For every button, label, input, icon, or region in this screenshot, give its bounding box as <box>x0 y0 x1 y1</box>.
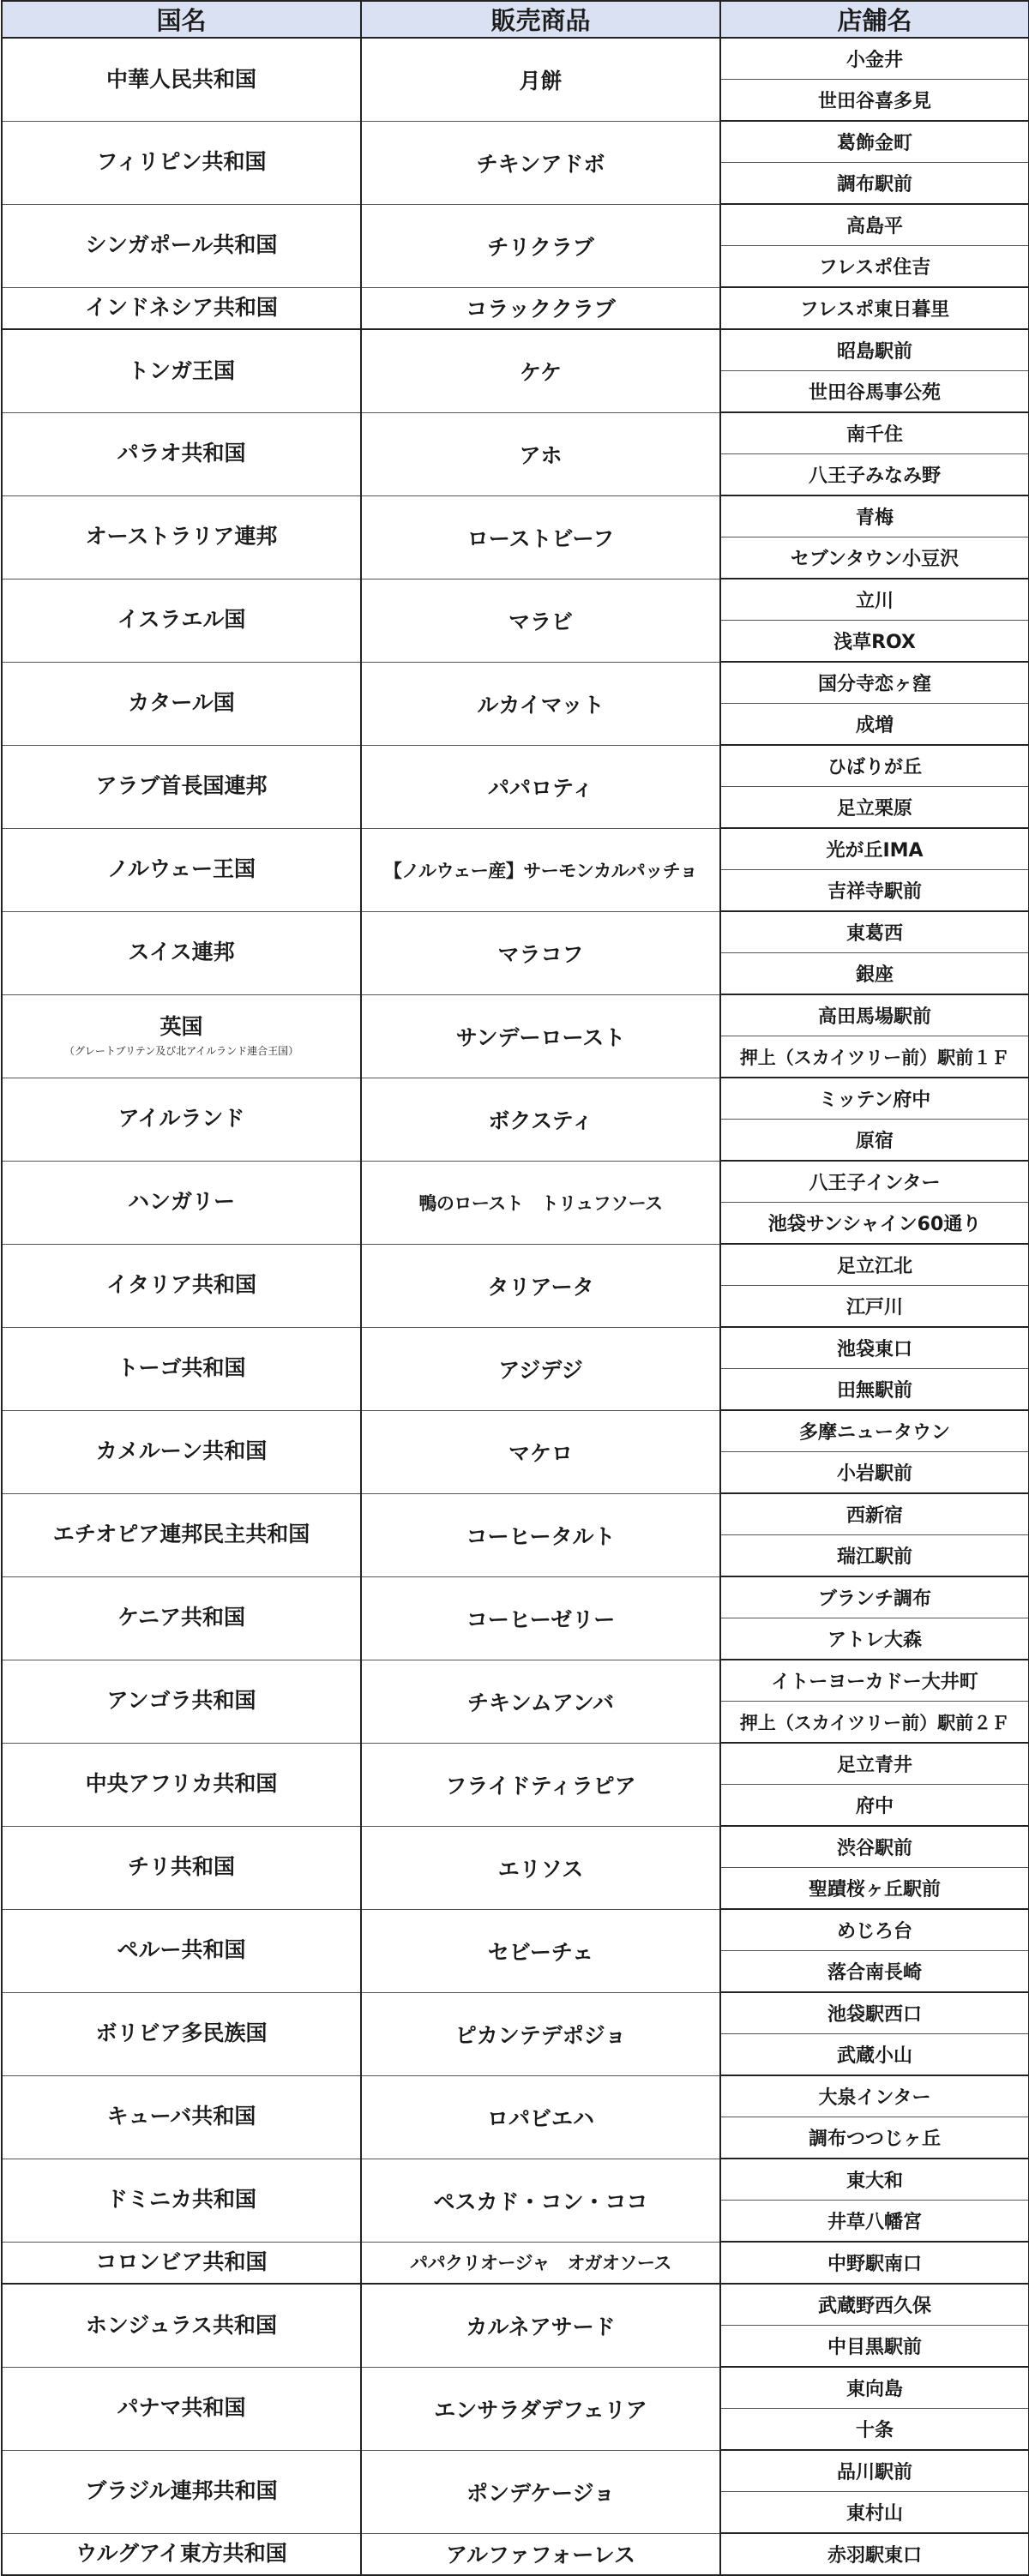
product-cell: パパロティ <box>361 745 720 828</box>
country-cell <box>2 329 361 412</box>
store-cell: 池袋駅西口 <box>720 1992 1029 2034</box>
country-name: ブラジル連邦共和国 <box>85 2478 278 2504</box>
country-name: ケニア共和国 <box>117 1605 245 1630</box>
country-cell <box>2 204 361 287</box>
store-cell: 国分寺恋ヶ窪 <box>720 662 1029 704</box>
table-row <box>2 1244 1029 1286</box>
product-cell: セビーチェ <box>361 1909 720 1992</box>
store-cell: 押上（スカイツリー前）駅前１Ｆ <box>720 1036 1029 1078</box>
country-name: ペルー共和国 <box>117 1937 246 1963</box>
store-cell: 立川 <box>720 579 1029 621</box>
country-name: ドミニカ共和国 <box>105 2187 256 2213</box>
country-name: エチオピア連邦民主共和国 <box>52 1522 310 1547</box>
product-cell: アルファフォーレス <box>361 2533 720 2575</box>
store-cell: 成増 <box>720 704 1029 746</box>
product-cell: コーヒーゼリー <box>361 1576 720 1660</box>
country-cell <box>2 1992 361 2075</box>
country-name: コロンビア共和国 <box>95 2249 268 2274</box>
store-cell: 青梅 <box>720 495 1029 537</box>
store-cell: ひばりが丘 <box>720 745 1029 787</box>
store-cell: 聖蹟桜ヶ丘駅前 <box>720 1868 1029 1910</box>
store-cell: 落合南長崎 <box>720 1951 1029 1993</box>
table-row <box>2 1576 1029 1618</box>
store-cell: 世田谷馬事公苑 <box>720 371 1029 413</box>
store-cell: 東村山 <box>720 2492 1029 2534</box>
table-row <box>2 2284 1029 2326</box>
table-row <box>2 38 1029 80</box>
country-cell <box>2 2533 361 2575</box>
table-row <box>2 2242 1029 2284</box>
table-row <box>2 1826 1029 1868</box>
product-cell: ポンデケージョ <box>361 2450 720 2533</box>
table-row <box>2 1493 1029 1535</box>
country-cell <box>2 2450 361 2533</box>
country-name: イスラエル国 <box>117 607 246 633</box>
product-cell: マラビ <box>361 579 720 662</box>
table-row <box>2 911 1029 953</box>
country-name: ウルグアイ東方共和国 <box>75 2541 287 2566</box>
country-cell <box>2 579 361 662</box>
country-name: 中央アフリカ共和国 <box>85 1771 278 1797</box>
product-cell: チキンアドボ <box>361 121 720 204</box>
product-cell: チリクラブ <box>361 204 720 287</box>
store-cell: 品川駅前 <box>720 2450 1029 2492</box>
country-cell <box>2 2367 361 2450</box>
header-store: 店舗名 <box>720 1 1029 38</box>
table-row <box>2 287 1029 329</box>
store-cell: ブランチ調布 <box>720 1576 1029 1618</box>
country-cell <box>2 121 361 204</box>
store-cell: 井草八幡宮 <box>720 2201 1029 2243</box>
product-cell: サンデーロースト <box>361 994 720 1078</box>
country-name: チリ共和国 <box>127 1854 235 1880</box>
table-row <box>2 828 1029 870</box>
country-cell <box>2 38 361 121</box>
country-cell <box>2 1743 361 1826</box>
product-cell: ピカンテデポジョ <box>361 1992 720 2075</box>
country-cell <box>2 412 361 495</box>
table-row <box>2 1660 1029 1702</box>
table-row <box>2 1743 1029 1785</box>
country-cell <box>2 1161 361 1244</box>
country-cell <box>2 911 361 994</box>
table-row <box>2 994 1029 1036</box>
product-cell: タリアータ <box>361 1244 720 1327</box>
store-cell: 江戸川 <box>720 1286 1029 1328</box>
store-cell: 府中 <box>720 1785 1029 1827</box>
country-cell <box>2 828 361 911</box>
country-name: フィリピン共和国 <box>96 149 267 175</box>
country-name: シンガポール共和国 <box>85 232 278 258</box>
store-cell: 池袋サンシャイン60通り <box>720 1203 1029 1245</box>
country-cell <box>2 745 361 828</box>
product-cell: コラッククラブ <box>361 287 720 329</box>
product-cell: ボクスティ <box>361 1078 720 1161</box>
store-cell: 銀座 <box>720 953 1029 995</box>
country-name: パナマ共和国 <box>117 2395 246 2421</box>
store-cell: 大泉インター <box>720 2075 1029 2117</box>
country-name: キューバ共和国 <box>106 2104 256 2129</box>
country-name: ハンガリー <box>127 1189 235 1215</box>
table-row <box>2 1909 1029 1951</box>
country-cell <box>2 2242 361 2284</box>
store-cell: 小金井 <box>720 38 1029 80</box>
country-cell <box>2 287 361 329</box>
store-cell: 八王子みなみ野 <box>720 454 1029 496</box>
store-cell: 高島平 <box>720 204 1029 246</box>
store-cell: 十条 <box>720 2409 1029 2451</box>
store-cell: 田無駅前 <box>720 1369 1029 1411</box>
country-name: ボリビア多民族国 <box>95 2021 268 2046</box>
country-name: オーストラリア連邦 <box>85 524 278 549</box>
product-cell: マケロ <box>361 1410 720 1493</box>
table-row <box>2 745 1029 787</box>
store-cell: 多摩ニュータウン <box>720 1410 1029 1452</box>
store-cell: 調布つつじヶ丘 <box>720 2117 1029 2159</box>
table-row <box>2 1992 1029 2034</box>
table-row <box>2 412 1029 454</box>
country-name: アラブ首長国連邦 <box>95 773 268 799</box>
product-cell: コーヒータルト <box>361 1493 720 1576</box>
country-official-name: （グレートブリテン及び北アイルランド連合王国） <box>63 1044 299 1057</box>
store-cell: 中野駅南口 <box>720 2242 1029 2284</box>
country-name: 中華人民共和国 <box>105 66 256 92</box>
product-cell: パパクリオージャ オガオソース <box>361 2242 720 2284</box>
table-row <box>2 2533 1029 2575</box>
store-cell: ミッテン府中 <box>720 1078 1029 1120</box>
country-cell <box>2 1327 361 1410</box>
product-cell: 月餅 <box>361 38 720 121</box>
store-cell: 高田馬場駅前 <box>720 994 1029 1036</box>
header-row <box>2 1 1029 38</box>
country-cell <box>2 495 361 579</box>
table-row <box>2 2450 1029 2492</box>
table-body <box>2 38 1029 2575</box>
country-name: スイス連邦 <box>128 940 235 965</box>
country-name: トーゴ共和国 <box>117 1355 246 1381</box>
country-cell <box>2 662 361 745</box>
store-cell: 赤羽駅東口 <box>720 2533 1029 2575</box>
country-name: アンゴラ共和国 <box>106 1688 256 1714</box>
country-name: カタール国 <box>128 690 235 716</box>
store-cell: 西新宿 <box>720 1493 1029 1535</box>
table-row <box>2 1161 1029 1203</box>
country-name: ホンジュラス共和国 <box>85 2312 278 2338</box>
store-cell: 武蔵野西久保 <box>720 2284 1029 2326</box>
product-cell: ローストビーフ <box>361 495 720 579</box>
store-cell: 足立栗原 <box>720 787 1029 829</box>
country-name: パラオ共和国 <box>117 441 246 466</box>
store-cell: 小岩駅前 <box>720 1452 1029 1494</box>
store-cell: 池袋東口 <box>720 1327 1029 1369</box>
store-cell: 足立青井 <box>720 1743 1029 1785</box>
table-row <box>2 662 1029 704</box>
header-country: 国名 <box>2 1 361 38</box>
store-cell: 中目黒駅前 <box>720 2326 1029 2368</box>
store-cell: 世田谷喜多見 <box>720 80 1029 122</box>
table-row <box>2 2075 1029 2117</box>
table-row <box>2 2367 1029 2409</box>
product-cell: 【ノルウェー産】サーモンカルパッチョ <box>361 828 720 911</box>
header-product: 販売商品 <box>361 1 720 38</box>
country-name: トンガ王国 <box>127 357 235 383</box>
store-cell: フレスポ東日暮里 <box>720 287 1029 329</box>
country-cell <box>2 994 361 1078</box>
table-row <box>2 2159 1029 2201</box>
store-cell: 吉祥寺駅前 <box>720 870 1029 912</box>
product-cell: カルネアサード <box>361 2284 720 2367</box>
store-cell: 八王子インター <box>720 1161 1029 1203</box>
product-cell: ロパビエハ <box>361 2075 720 2159</box>
store-cell: 原宿 <box>720 1120 1029 1162</box>
product-cell: エンサラダデフェリア <box>361 2367 720 2450</box>
table-row <box>2 329 1029 371</box>
store-cell: 武蔵小山 <box>720 2034 1029 2076</box>
product-cell: マラコフ <box>361 911 720 994</box>
country-cell <box>2 1909 361 1992</box>
country-cell <box>2 1576 361 1660</box>
store-cell: 足立江北 <box>720 1244 1029 1286</box>
product-cell: アジデジ <box>361 1327 720 1410</box>
store-cell: アトレ大森 <box>720 1618 1029 1660</box>
country-cell <box>2 2075 361 2159</box>
table-row <box>2 1410 1029 1452</box>
store-cell: 葛飾金町 <box>720 121 1029 163</box>
country-name: アイルランド <box>117 1106 245 1132</box>
country-menu-table <box>1 0 1029 2576</box>
country-cell <box>2 1826 361 1909</box>
store-cell: 東向島 <box>720 2367 1029 2409</box>
country-cell <box>2 1078 361 1161</box>
product-cell: チキンムアンバ <box>361 1660 720 1743</box>
product-cell: エリソス <box>361 1826 720 1909</box>
country-cell <box>2 2159 361 2242</box>
store-cell: 東大和 <box>720 2159 1029 2201</box>
table-row <box>2 1327 1029 1369</box>
table-row <box>2 579 1029 621</box>
store-cell: 浅草ROX <box>720 621 1029 663</box>
country-name: インドネシア共和国 <box>85 295 278 320</box>
store-cell: フレスポ住吉 <box>720 246 1029 288</box>
store-cell: 昭島駅前 <box>720 329 1029 371</box>
table-row <box>2 121 1029 163</box>
product-cell: ケケ <box>361 329 720 412</box>
product-cell: アホ <box>361 412 720 495</box>
table-row <box>2 204 1029 246</box>
product-cell: フライドティラピア <box>361 1743 720 1826</box>
country-name: 英国 <box>159 1014 203 1040</box>
store-cell: イトーヨーカドー大井町 <box>720 1660 1029 1702</box>
store-cell: 南千住 <box>720 412 1029 454</box>
country-cell <box>2 1244 361 1327</box>
country-cell <box>2 2284 361 2367</box>
table-row <box>2 1078 1029 1120</box>
country-cell <box>2 1410 361 1493</box>
store-cell: 押上（スカイツリー前）駅前２Ｆ <box>720 1702 1029 1744</box>
product-cell: ペスカド・コン・ココ <box>361 2159 720 2242</box>
store-cell: 光が丘IMA <box>720 828 1029 870</box>
store-cell: 調布駅前 <box>720 163 1029 205</box>
country-cell <box>2 1660 361 1743</box>
country-name: ノルウェー王国 <box>106 856 256 882</box>
store-cell: 渋谷駅前 <box>720 1826 1029 1868</box>
country-name: イタリア共和国 <box>105 1272 256 1298</box>
country-name: カメルーン共和国 <box>95 1438 268 1464</box>
store-cell: セブンタウン小豆沢 <box>720 537 1029 579</box>
table-row <box>2 495 1029 537</box>
store-cell: 東葛西 <box>720 911 1029 953</box>
country-cell <box>2 1493 361 1576</box>
store-cell: 瑞江駅前 <box>720 1535 1029 1577</box>
store-cell: めじろ台 <box>720 1909 1029 1951</box>
product-cell: ルカイマット <box>361 662 720 745</box>
product-cell: 鴨のロースト トリュフソース <box>361 1161 720 1244</box>
